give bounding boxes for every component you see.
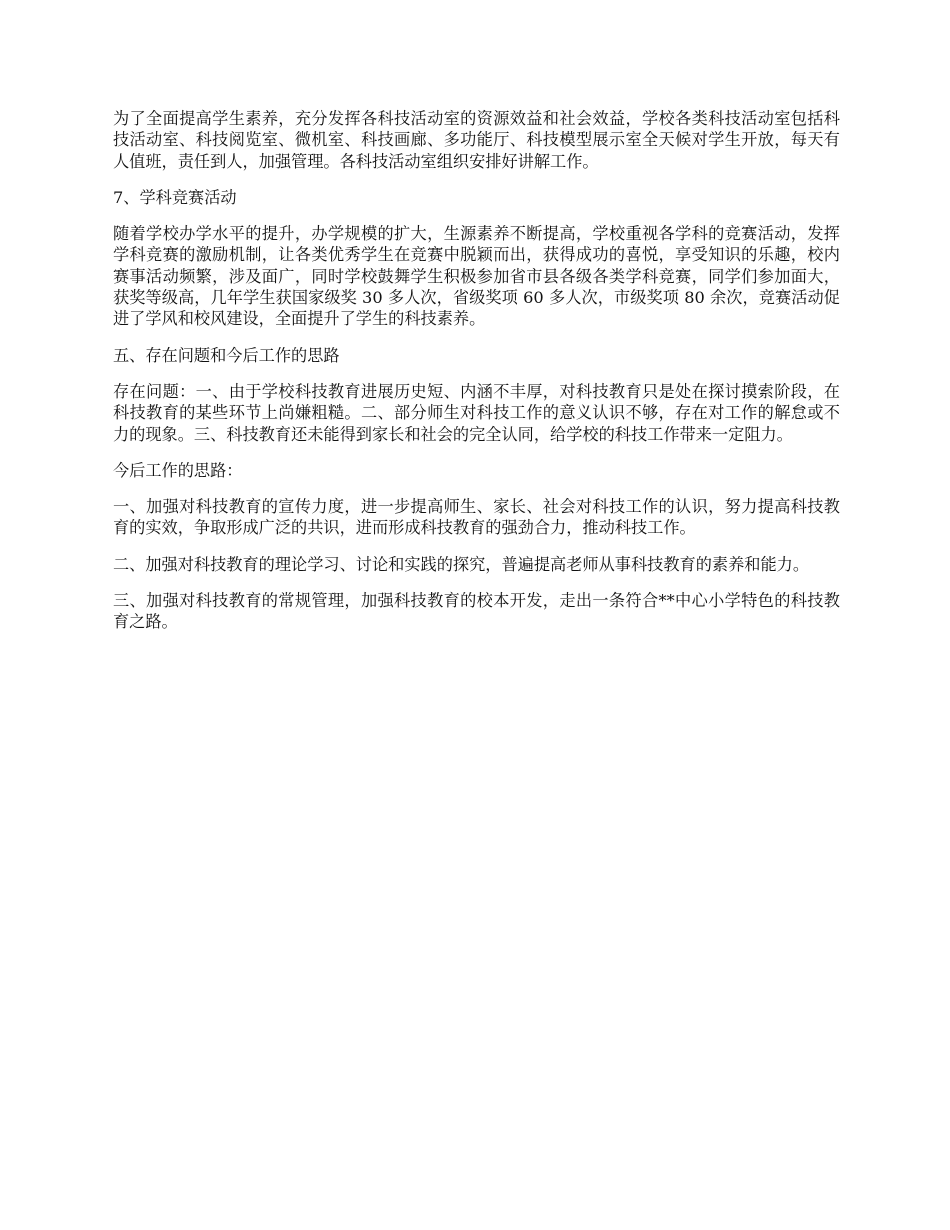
paragraph-plan-two: 二、加强对科技教育的理论学习、讨论和实践的探究，普遍提高老师从事科技教育的素养和能力。 [113, 554, 810, 574]
heading-future-plans: 今后工作的思路： [113, 460, 243, 480]
heading-subject-competitions: 7、学科竞赛活动 [113, 187, 237, 207]
paragraph-plan-one: 一、加强对科技教育的宣传力度，进一步提高师生、家长、社会对科技工作的认识，努力提高科技教育的实效，争取形成广泛的共识，进而形成科技教育的强劲合力，推动科技工作。 [113, 497, 840, 538]
document-page [113, 108, 840, 648]
paragraph-subject-competitions: 随着学校办学水平的提升，办学规模的扩大，生源素养不断提高，学校重视各学科的竞赛活动，发挥学科竞赛的激励机制，让各类优秀学生在竞赛中脱颖而出，获得成功的喜悦，享受知识的乐趣，校内赛事活动频繁，涉及面广，同时学校鼓舞学生积极参加省市县各级各类学科竞赛，同学们参加面大，获奖等级高，几年学生获国家级奖 30 多人次，省级奖项 60 多人次，市级奖项 80 余次，竞赛活动促进了学风和校风建设，全面提升了学生的科技素养。 [113, 224, 840, 329]
heading-problems-and-plans: 五、存在问题和今后工作的思路 [113, 345, 340, 365]
paragraph-science-rooms: 为了全面提高学生素养，充分发挥各科技活动室的资源效益和社会效益，学校各类科技活动室包括科技活动室、科技阅览室、微机室、科技画廊、多功能厅、科技模型展示室全天候对学生开放，每天有人值班，责任到人，加强管理。各科技活动室组织安排好讲解工作。 [113, 109, 840, 171]
paragraph-existing-problems: 存在问题：一、由于学校科技教育进展历史短、内涵不丰厚，对科技教育只是处在探讨摸索阶段，在科技教育的某些环节上尚嫌粗糙。二、部分师生对科技工作的意义认识不够，存在对工作的解怠或不力的现象。三、科技教育还未能得到家长和社会的完全认同，给学校的科技工作带来一定阻力。 [113, 381, 840, 444]
paragraph-plan-three: 三、加强对科技教育的常规管理，加强科技教育的校本开发，走出一条符合**中心小学特色的科技教育之路。 [113, 591, 840, 632]
